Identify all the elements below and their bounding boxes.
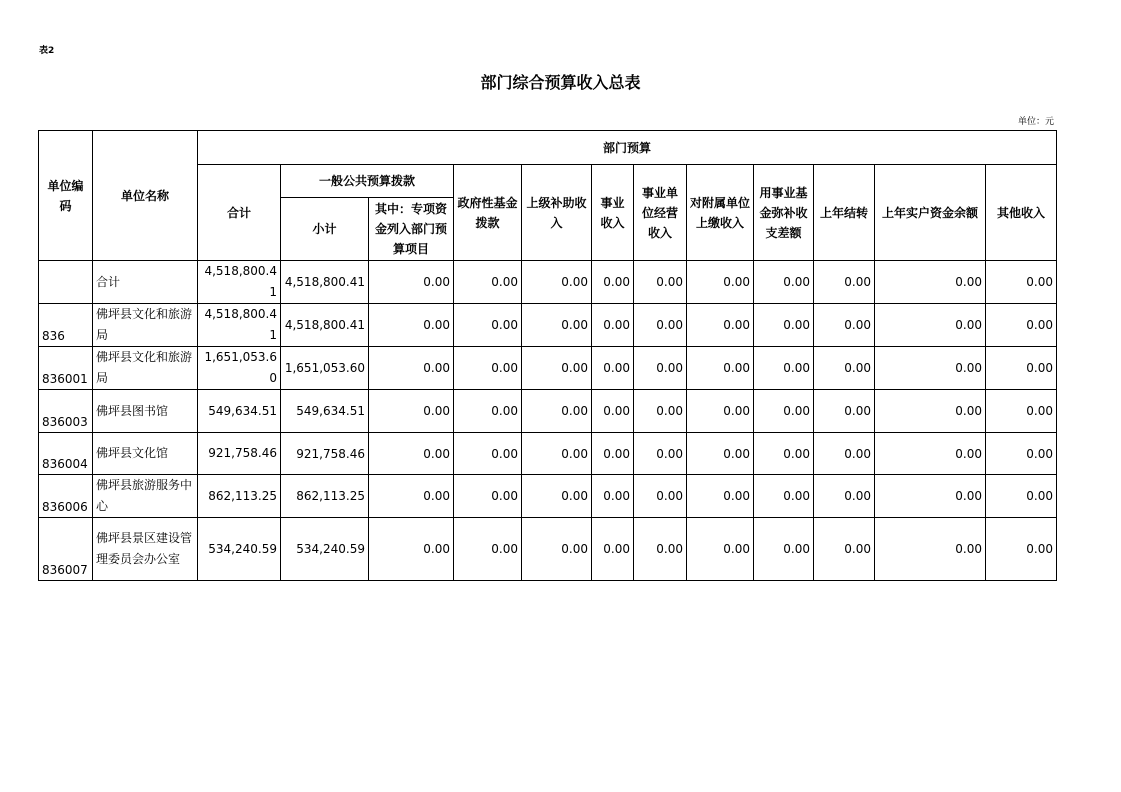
- cell-c11: 0.00: [875, 475, 986, 518]
- header-other-income: 其他收入: [986, 165, 1057, 261]
- cell-c10: 0.00: [814, 304, 875, 347]
- cell-c9: 0.00: [754, 433, 814, 475]
- cell-c8: 0.00: [687, 433, 754, 475]
- cell-c4: 0.00: [454, 390, 522, 433]
- cell-c7: 0.00: [634, 347, 687, 390]
- cell-c11: 0.00: [875, 433, 986, 475]
- cell-c8: 0.00: [687, 304, 754, 347]
- cell-c8: 0.00: [687, 475, 754, 518]
- cell-c12: 0.00: [986, 390, 1057, 433]
- table-row: [39, 433, 1057, 475]
- cell-subtotal: 549,634.51: [281, 390, 369, 433]
- cell-c12: 0.00: [986, 433, 1057, 475]
- header-special-funds: 其中：专项资金列入部门预算项目: [369, 198, 454, 261]
- cell-c10: 0.00: [814, 433, 875, 475]
- cell-c3: 0.00: [369, 433, 454, 475]
- cell-unit-name: 佛坪县文化和旅游局: [93, 304, 198, 347]
- table-row: [39, 475, 1057, 518]
- cell-total: 862,113.25: [198, 475, 281, 518]
- cell-c10: 0.00: [814, 390, 875, 433]
- cell-c7: 0.00: [634, 475, 687, 518]
- cell-c6: 0.00: [592, 518, 634, 581]
- cell-c8: 0.00: [687, 518, 754, 581]
- header-total: 合计: [198, 165, 281, 261]
- header-fund-deficit: 用事业基金弥补收支差额: [754, 165, 814, 261]
- header-general-public: 一般公共预算拨款: [281, 165, 454, 198]
- header-affiliate-income: 对附属单位上缴收入: [687, 165, 754, 261]
- cell-c10: 0.00: [814, 261, 875, 304]
- cell-c3: 0.00: [369, 518, 454, 581]
- header-unit-code: 单位编码: [39, 131, 93, 261]
- cell-c5: 0.00: [522, 347, 592, 390]
- cell-subtotal: 862,113.25: [281, 475, 369, 518]
- cell-unit-name: 佛坪县文化馆: [93, 433, 198, 475]
- cell-c4: 0.00: [454, 261, 522, 304]
- cell-c4: 0.00: [454, 475, 522, 518]
- table-row: [39, 347, 1057, 390]
- table-row: [39, 518, 1057, 581]
- cell-c5: 0.00: [522, 475, 592, 518]
- unit-label: 单位：元: [1017, 117, 1054, 127]
- cell-unit-code: 836004: [39, 433, 93, 475]
- header-upper-subsidy: 上级补助收入: [522, 165, 592, 261]
- cell-c8: 0.00: [687, 390, 754, 433]
- cell-total: 549,634.51: [198, 390, 281, 433]
- cell-c12: 0.00: [986, 518, 1057, 581]
- cell-unit-code: 836001: [39, 347, 93, 390]
- cell-c6: 0.00: [592, 390, 634, 433]
- cell-c3: 0.00: [369, 261, 454, 304]
- cell-c11: 0.00: [875, 518, 986, 581]
- cell-c8: 0.00: [687, 347, 754, 390]
- cell-c9: 0.00: [754, 518, 814, 581]
- cell-c7: 0.00: [634, 261, 687, 304]
- cell-c9: 0.00: [754, 475, 814, 518]
- cell-c5: 0.00: [522, 304, 592, 347]
- cell-c3: 0.00: [369, 347, 454, 390]
- cell-subtotal: 1,651,053.60: [281, 347, 369, 390]
- cell-unit-code: 836: [39, 304, 93, 347]
- header-unit-name: 单位名称: [93, 131, 198, 261]
- cell-c3: 0.00: [369, 390, 454, 433]
- cell-unit-name: 佛坪县图书馆: [93, 390, 198, 433]
- cell-c3: 0.00: [369, 304, 454, 347]
- cell-total: 534,240.59: [198, 518, 281, 581]
- cell-c6: 0.00: [592, 475, 634, 518]
- cell-c11: 0.00: [875, 261, 986, 304]
- page-title: 部门综合预算收入总表: [480, 73, 641, 92]
- cell-subtotal: 534,240.59: [281, 518, 369, 581]
- header-prev-balance: 上年实户资金余额: [875, 165, 986, 261]
- cell-c7: 0.00: [634, 390, 687, 433]
- cell-c12: 0.00: [986, 304, 1057, 347]
- cell-c6: 0.00: [592, 347, 634, 390]
- cell-c10: 0.00: [814, 347, 875, 390]
- table-row: [39, 390, 1057, 433]
- cell-c7: 0.00: [634, 304, 687, 347]
- header-dept-budget: 部门预算: [198, 131, 1057, 165]
- cell-unit-code: 836003: [39, 390, 93, 433]
- cell-c6: 0.00: [592, 433, 634, 475]
- cell-c4: 0.00: [454, 433, 522, 475]
- budget-income-table: [38, 130, 1057, 581]
- table-header: [39, 131, 1057, 261]
- table-row: [39, 261, 1057, 304]
- cell-subtotal: 4,518,800.41: [281, 304, 369, 347]
- cell-c11: 0.00: [875, 390, 986, 433]
- table-number-label: 表2: [39, 46, 55, 56]
- cell-c11: 0.00: [875, 304, 986, 347]
- cell-c10: 0.00: [814, 518, 875, 581]
- cell-c6: 0.00: [592, 304, 634, 347]
- cell-c4: 0.00: [454, 304, 522, 347]
- cell-c9: 0.00: [754, 347, 814, 390]
- cell-subtotal: 4,518,800.41: [281, 261, 369, 304]
- cell-c12: 0.00: [986, 347, 1057, 390]
- cell-c6: 0.00: [592, 261, 634, 304]
- cell-c10: 0.00: [814, 475, 875, 518]
- cell-unit-name: 佛坪县文化和旅游局: [93, 347, 198, 390]
- cell-total: 4,518,800.41: [198, 304, 281, 347]
- header-business-operation: 事业单位经营收入: [634, 165, 687, 261]
- table-body: [39, 261, 1057, 581]
- header-gov-fund: 政府性基金拨款: [454, 165, 522, 261]
- cell-unit-name: 合计: [93, 261, 198, 304]
- cell-c7: 0.00: [634, 518, 687, 581]
- cell-unit-code: 836007: [39, 518, 93, 581]
- cell-c5: 0.00: [522, 518, 592, 581]
- cell-unit-code: 836006: [39, 475, 93, 518]
- cell-c5: 0.00: [522, 261, 592, 304]
- cell-c3: 0.00: [369, 475, 454, 518]
- cell-c12: 0.00: [986, 261, 1057, 304]
- cell-c5: 0.00: [522, 433, 592, 475]
- cell-c9: 0.00: [754, 304, 814, 347]
- cell-c4: 0.00: [454, 347, 522, 390]
- cell-unit-name: 佛坪县景区建设管理委员会办公室: [93, 518, 198, 581]
- cell-c7: 0.00: [634, 433, 687, 475]
- cell-c12: 0.00: [986, 475, 1057, 518]
- cell-c4: 0.00: [454, 518, 522, 581]
- cell-c8: 0.00: [687, 261, 754, 304]
- cell-c11: 0.00: [875, 347, 986, 390]
- cell-total: 1,651,053.60: [198, 347, 281, 390]
- cell-c9: 0.00: [754, 261, 814, 304]
- header-business-income: 事业收入: [592, 165, 634, 261]
- table-row: [39, 304, 1057, 347]
- cell-c5: 0.00: [522, 390, 592, 433]
- cell-unit-name: 佛坪县旅游服务中心: [93, 475, 198, 518]
- cell-c9: 0.00: [754, 390, 814, 433]
- cell-unit-code: [39, 261, 93, 304]
- cell-total: 921,758.46: [198, 433, 281, 475]
- header-carry-over: 上年结转: [814, 165, 875, 261]
- header-subtotal: 小计: [281, 198, 369, 261]
- cell-subtotal: 921,758.46: [281, 433, 369, 475]
- cell-total: 4,518,800.41: [198, 261, 281, 304]
